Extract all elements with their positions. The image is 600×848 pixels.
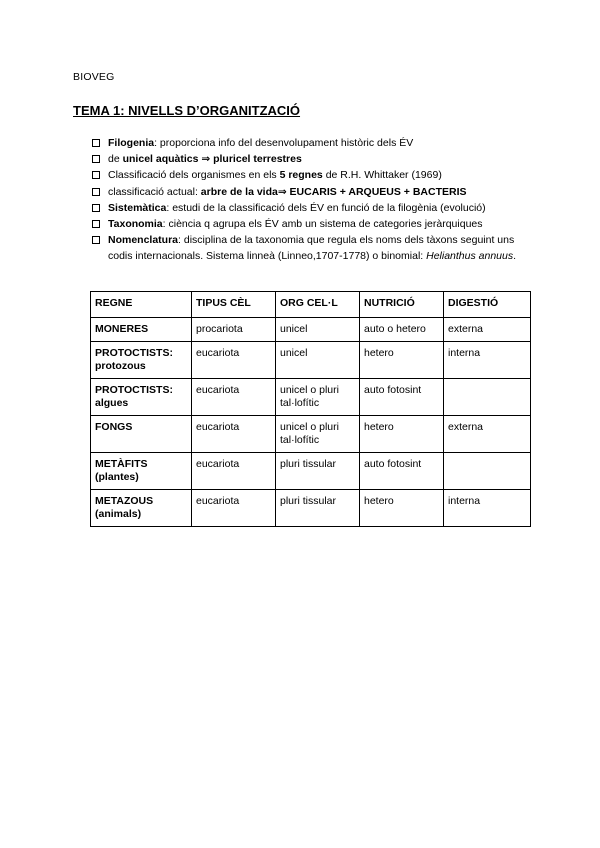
digestion-cell: interna bbox=[444, 490, 531, 527]
item-text: classificació actual: bbox=[108, 185, 201, 198]
list-item bbox=[92, 184, 532, 200]
list-item bbox=[92, 135, 532, 151]
checkbox-icon bbox=[92, 188, 100, 196]
checkbox-icon bbox=[92, 236, 100, 244]
checkbox-icon bbox=[92, 204, 100, 212]
kingdom-name: METAZOUS bbox=[95, 495, 154, 507]
document-header: BIOVEG bbox=[73, 71, 115, 83]
cell-type-cell: eucariota bbox=[192, 453, 276, 490]
digestion-cell: externa bbox=[444, 416, 531, 453]
page-title: TEMA 1: NIVELLS D’ORGANITZACIÓ bbox=[73, 103, 301, 118]
term-text: : ciència q agrupa els ÉV amb un sistema de categories jeràrquiques bbox=[162, 218, 483, 231]
term-text: : estudi de la classificació dels ÉV en funció de la filogènia (evolució) bbox=[166, 201, 486, 214]
item-text: de bbox=[108, 153, 123, 166]
table-header-row bbox=[91, 292, 531, 318]
cell-type-cell: eucariota bbox=[192, 416, 276, 453]
item-bold-text: arbre de la vida⇒ EUCARIS + ARQUEUS + BACTERIS bbox=[200, 185, 467, 198]
nutrition-cell: auto fotosint bbox=[360, 453, 444, 490]
checkbox-icon bbox=[92, 155, 100, 163]
kingdom-name: METÀFITS bbox=[95, 458, 148, 470]
table-row bbox=[91, 490, 531, 527]
column-header: NUTRICIÓ bbox=[360, 292, 444, 318]
kingdom-subname: protozous bbox=[95, 359, 146, 372]
item-bold-text: 5 regnes bbox=[279, 169, 323, 182]
term-label: Nomenclatura bbox=[108, 234, 179, 247]
nutrition-cell: auto fotosint bbox=[360, 379, 444, 416]
cell-organization-cell: pluri tissular bbox=[276, 453, 360, 490]
species-name: Helianthus annuus bbox=[426, 250, 514, 263]
checkbox-icon bbox=[92, 171, 100, 179]
nutrition-cell: auto o hetero bbox=[360, 318, 444, 342]
term-text: : disciplina de la taxonomia que regula els noms dels tàxons seguint uns codis internacionals. Sistema linneà (Linneo,1707-1778) o binomial: bbox=[108, 234, 515, 263]
term-label: Sistemàtica bbox=[108, 201, 167, 214]
kingdom-name: FONGS bbox=[95, 421, 133, 433]
table-row bbox=[91, 416, 531, 453]
cell-organization-cell: pluri tissular bbox=[276, 490, 360, 527]
kingdom-cell bbox=[91, 453, 192, 490]
kingdom-cell bbox=[91, 342, 192, 379]
kingdom-subname: (animals) bbox=[95, 507, 142, 520]
digestion-cell bbox=[444, 379, 531, 416]
cell-type-cell: eucariota bbox=[192, 379, 276, 416]
term-label: Filogenia bbox=[108, 137, 155, 149]
table-row bbox=[91, 318, 531, 342]
list-item bbox=[92, 216, 532, 232]
list-item bbox=[92, 200, 532, 216]
item-bold-text: unicel aquàtics ⇒ pluricel terrestres bbox=[122, 153, 302, 166]
digestion-cell bbox=[444, 453, 531, 490]
checkbox-icon bbox=[92, 139, 100, 147]
cell-type-cell: eucariota bbox=[192, 490, 276, 527]
term-text: : proporciona info del desenvolupament històric dels ÉV bbox=[154, 137, 414, 149]
cell-type-cell: eucariota bbox=[192, 342, 276, 379]
cell-organization-cell: unicel bbox=[276, 318, 360, 342]
nutrition-cell: hetero bbox=[360, 490, 444, 527]
nutrition-cell: hetero bbox=[360, 416, 444, 453]
kingdom-cell bbox=[91, 379, 192, 416]
kingdom-cell bbox=[91, 318, 192, 342]
item-text: Classificació dels organismes en els bbox=[108, 169, 280, 182]
kingdom-subname: algues bbox=[95, 396, 129, 409]
term-label: Taxonomia bbox=[108, 218, 163, 231]
kingdom-name: PROTOCTISTS: bbox=[95, 384, 173, 396]
kingdom-cell bbox=[91, 490, 192, 527]
kingdom-name: MONERES bbox=[95, 323, 149, 335]
cell-type-cell: procariota bbox=[192, 318, 276, 342]
kingdom-cell bbox=[91, 416, 192, 453]
digestion-cell: interna bbox=[444, 342, 531, 379]
table-row bbox=[91, 379, 531, 416]
cell-organization-cell: unicel o pluri tal·lofític bbox=[276, 416, 360, 453]
kingdom-subname: (plantes) bbox=[95, 470, 139, 483]
checkbox-icon bbox=[92, 220, 100, 228]
table-row bbox=[91, 342, 531, 379]
column-header: REGNE bbox=[91, 292, 192, 318]
nutrition-cell: hetero bbox=[360, 342, 444, 379]
kingdoms-table bbox=[90, 291, 531, 527]
cell-organization-cell: unicel bbox=[276, 342, 360, 379]
column-header: TIPUS CÈL bbox=[192, 292, 276, 318]
list-item bbox=[92, 151, 532, 167]
cell-organization-cell: unicel o pluri tal·lofític bbox=[276, 379, 360, 416]
kingdom-name: PROTOCTISTS: bbox=[95, 347, 173, 359]
column-header: DIGESTIÓ bbox=[444, 292, 531, 318]
item-text-after: . bbox=[513, 250, 517, 263]
item-text-after: de R.H. Whittaker (1969) bbox=[322, 169, 442, 182]
table-row bbox=[91, 453, 531, 490]
bullet-list bbox=[92, 135, 532, 265]
list-item bbox=[92, 232, 532, 264]
column-header: ORG CEL·L bbox=[276, 292, 360, 318]
list-item bbox=[92, 167, 532, 183]
digestion-cell: externa bbox=[444, 318, 531, 342]
